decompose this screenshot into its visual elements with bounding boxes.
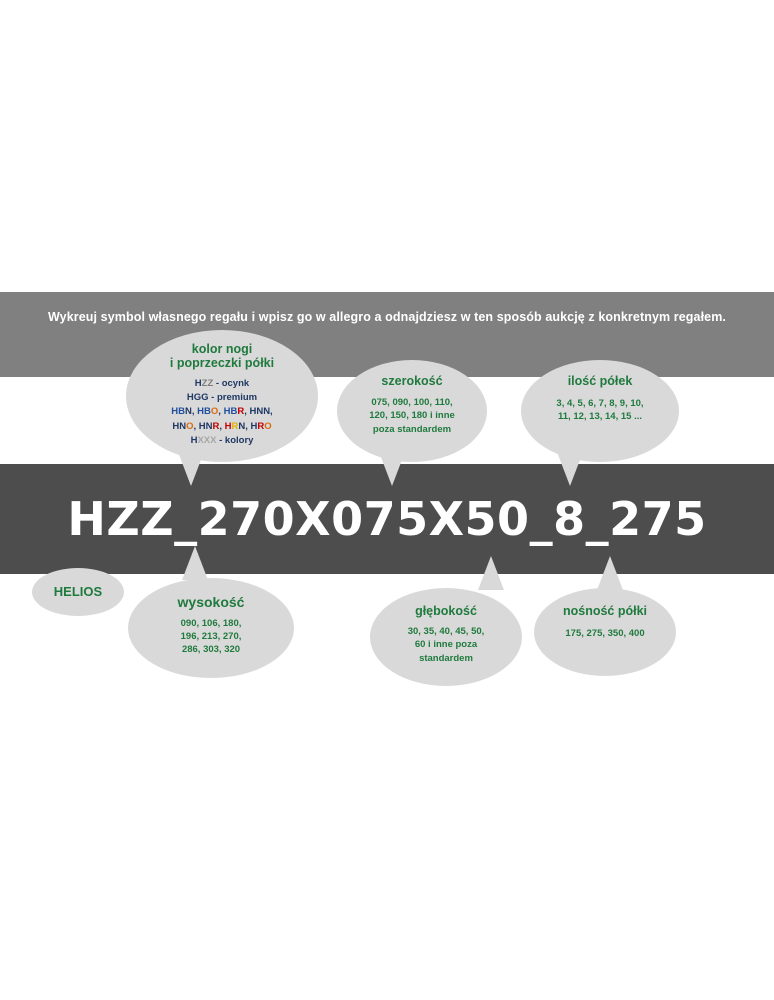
callout-leg-color-body: HZZ - ocynk HGG - premium HBN, HBO, HBR, HNN, HNO, HNR, HRN, HRO HXXX - kolory (171, 377, 273, 446)
callout-depth-body: 30, 35, 40, 45, 50, 60 i inne poza standardem (407, 626, 485, 664)
callout-brand-helios-title: HELIOS (53, 583, 103, 599)
callout-depth (370, 588, 522, 686)
callout-depth-tail (478, 556, 504, 590)
callout-height-tail (182, 546, 208, 580)
callout-leg-color-tail (178, 452, 204, 486)
headline-text: Wykreuj symbol własnego regału i wpisz go w allegro a odnajdziesz w ten sposób aukcję z konkretnym regałem. (47, 310, 726, 324)
callout-height-body: 090, 106, 180, 196, 213, 270, 286, 303, 320 (180, 618, 242, 656)
callout-shelf-load-body: 175, 275, 350, 400 (565, 628, 645, 640)
callout-shelf-load (534, 588, 676, 676)
callout-width-title: szerokość (381, 374, 443, 388)
callout-shelf-load-tail (597, 556, 623, 590)
callout-depth-title: głębokość (415, 604, 477, 618)
callout-shelf-count (521, 360, 679, 462)
callout-width-body: 075, 090, 100, 110, 120, 150, 180 i inne poza standardem (369, 397, 455, 435)
callout-width-tail (379, 452, 405, 486)
callout-shelf-count-body: 3, 4, 5, 6, 7, 8, 9, 10, 11, 12, 13, 14, 15 ... (556, 398, 644, 423)
callout-width (337, 360, 487, 462)
callout-leg-color-title: kolor nogi i poprzeczki półki (169, 342, 275, 371)
callout-height-title: wysokość (177, 594, 245, 610)
callout-brand-helios (32, 568, 124, 616)
product-code-label: HZZ_270X075X50_8_275 (67, 492, 707, 546)
callout-shelf-count-title: ilość półek (567, 374, 633, 388)
callout-shelf-load-title: nośność półki (562, 604, 648, 618)
callout-shelf-count-tail (557, 452, 583, 486)
callout-height (128, 578, 294, 678)
callout-leg-color (126, 330, 318, 462)
